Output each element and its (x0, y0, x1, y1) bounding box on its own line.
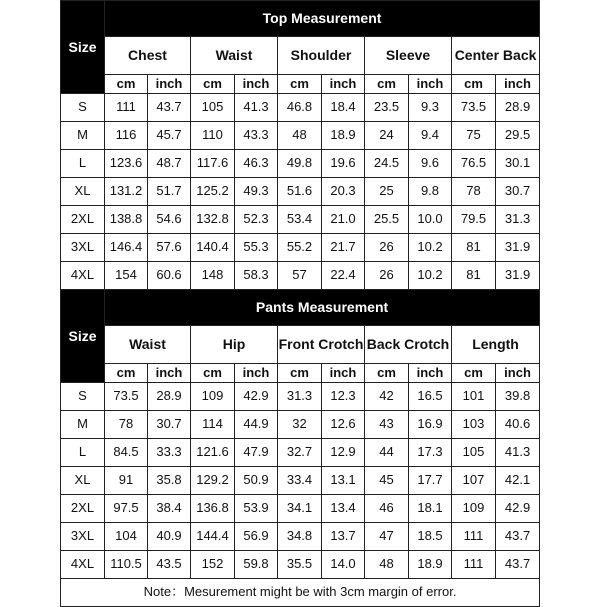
pants-value-cell: 30.7 (148, 411, 191, 439)
pants-value-cell: 12.6 (322, 411, 365, 439)
top-group-header: Shoulder (278, 37, 365, 75)
pants-unit-header: inch (496, 364, 540, 383)
top-group-header: Chest (105, 37, 191, 75)
top-value-cell: 55.3 (235, 234, 278, 262)
top-value-cell: 45.7 (148, 122, 191, 150)
top-unit-header: cm (278, 75, 322, 94)
top-value-cell: 73.5 (452, 94, 496, 122)
top-value-cell: 81 (452, 262, 496, 290)
pants-value-cell: 91 (105, 467, 148, 495)
top-value-cell: 105 (191, 94, 235, 122)
pants-value-cell: 50.9 (235, 467, 278, 495)
top-value-cell: 18.4 (322, 94, 365, 122)
top-unit-header: cm (191, 75, 235, 94)
top-value-cell: 123.6 (105, 150, 148, 178)
top-size-cell: L (61, 150, 105, 178)
pants-value-cell: 101 (452, 383, 496, 411)
pants-value-cell: 42.9 (235, 383, 278, 411)
top-unit-header: inch (322, 75, 365, 94)
pants-value-cell: 103 (452, 411, 496, 439)
pants-value-cell: 31.3 (278, 383, 322, 411)
pants-value-cell: 56.9 (235, 523, 278, 551)
pants-size-cell: L (61, 439, 105, 467)
pants-value-cell: 16.5 (409, 383, 452, 411)
top-size-cell: XL (61, 178, 105, 206)
pants-value-cell: 121.6 (191, 439, 235, 467)
pants-value-cell: 110.5 (105, 551, 148, 579)
pants-group-header: Back Crotch (365, 326, 452, 364)
pants-value-cell: 40.6 (496, 411, 540, 439)
top-value-cell: 117.6 (191, 150, 235, 178)
pants-value-cell: 12.3 (322, 383, 365, 411)
top-value-cell: 9.3 (409, 94, 452, 122)
pants-value-cell: 28.9 (148, 383, 191, 411)
pants-value-cell: 48 (365, 551, 409, 579)
top-unit-header: inch (235, 75, 278, 94)
pants-value-cell: 18.1 (409, 495, 452, 523)
top-value-cell: 19.6 (322, 150, 365, 178)
pants-value-cell: 41.3 (496, 439, 540, 467)
top-value-cell: 9.6 (409, 150, 452, 178)
pants-value-cell: 45 (365, 467, 409, 495)
top-value-cell: 29.5 (496, 122, 540, 150)
top-value-cell: 31.9 (496, 262, 540, 290)
top-size-cell: 4XL (61, 262, 105, 290)
top-value-cell: 55.2 (278, 234, 322, 262)
top-value-cell: 48.7 (148, 150, 191, 178)
note-text: Note：Mesurement might be with 3cm margin of error. (61, 579, 540, 607)
pants-unit-header: inch (322, 364, 365, 383)
pants-value-cell: 42 (365, 383, 409, 411)
top-unit-row (61, 75, 540, 94)
pants-value-cell: 44 (365, 439, 409, 467)
top-value-cell: 53.4 (278, 206, 322, 234)
top-value-cell: 23.5 (365, 94, 409, 122)
top-value-cell: 57.6 (148, 234, 191, 262)
top-value-cell: 24 (365, 122, 409, 150)
pants-unit-header: inch (148, 364, 191, 383)
pants-size-cell: XL (61, 467, 105, 495)
top-value-cell: 24.5 (365, 150, 409, 178)
top-table-row (61, 262, 540, 290)
pants-unit-row (61, 364, 540, 383)
top-value-cell: 30.1 (496, 150, 540, 178)
top-value-cell: 146.4 (105, 234, 148, 262)
pants-value-cell: 144.4 (191, 523, 235, 551)
top-value-cell: 79.5 (452, 206, 496, 234)
pants-value-cell: 13.7 (322, 523, 365, 551)
pants-value-cell: 111 (452, 551, 496, 579)
top-group-header: Center Back (452, 37, 540, 75)
pants-unit-header: cm (452, 364, 496, 383)
pants-table-row (61, 383, 540, 411)
top-value-cell: 58.3 (235, 262, 278, 290)
pants-group-header-row (61, 326, 540, 364)
top-unit-header: inch (496, 75, 540, 94)
top-value-cell: 111 (105, 94, 148, 122)
pants-table-row (61, 411, 540, 439)
pants-value-cell: 97.5 (105, 495, 148, 523)
pants-value-cell: 34.1 (278, 495, 322, 523)
pants-unit-header: inch (409, 364, 452, 383)
pants-value-cell: 84.5 (105, 439, 148, 467)
top-value-cell: 75 (452, 122, 496, 150)
pants-value-cell: 109 (452, 495, 496, 523)
top-size-cell: M (61, 122, 105, 150)
top-value-cell: 52.3 (235, 206, 278, 234)
top-value-cell: 31.3 (496, 206, 540, 234)
pants-value-cell: 12.9 (322, 439, 365, 467)
top-value-cell: 49.8 (278, 150, 322, 178)
pants-size-header: Size (61, 290, 105, 383)
pants-value-cell: 17.7 (409, 467, 452, 495)
top-value-cell: 51.7 (148, 178, 191, 206)
pants-value-cell: 43 (365, 411, 409, 439)
pants-size-cell: M (61, 411, 105, 439)
top-table-row (61, 234, 540, 262)
pants-value-cell: 18.9 (409, 551, 452, 579)
pants-value-cell: 43.7 (496, 551, 540, 579)
top-value-cell: 81 (452, 234, 496, 262)
top-value-cell: 18.9 (322, 122, 365, 150)
pants-value-cell: 107 (452, 467, 496, 495)
top-value-cell: 54.6 (148, 206, 191, 234)
top-value-cell: 21.7 (322, 234, 365, 262)
top-value-cell: 46.8 (278, 94, 322, 122)
top-value-cell: 48 (278, 122, 322, 150)
pants-value-cell: 152 (191, 551, 235, 579)
pants-value-cell: 14.0 (322, 551, 365, 579)
top-value-cell: 43.7 (148, 94, 191, 122)
top-value-cell: 49.3 (235, 178, 278, 206)
pants-value-cell: 32 (278, 411, 322, 439)
pants-table-row (61, 495, 540, 523)
pants-value-cell: 32.7 (278, 439, 322, 467)
top-value-cell: 21.0 (322, 206, 365, 234)
top-value-cell: 9.8 (409, 178, 452, 206)
pants-value-cell: 34.8 (278, 523, 322, 551)
pants-value-cell: 18.5 (409, 523, 452, 551)
top-value-cell: 26 (365, 262, 409, 290)
pants-section-title: Pants Measurement (105, 290, 540, 326)
top-value-cell: 60.6 (148, 262, 191, 290)
top-group-header: Waist (191, 37, 278, 75)
pants-title-row (61, 290, 540, 326)
top-value-cell: 78 (452, 178, 496, 206)
top-value-cell: 30.7 (496, 178, 540, 206)
pants-value-cell: 136.8 (191, 495, 235, 523)
top-value-cell: 10.2 (409, 234, 452, 262)
top-size-cell: 3XL (61, 234, 105, 262)
pants-value-cell: 33.4 (278, 467, 322, 495)
top-value-cell: 41.3 (235, 94, 278, 122)
pants-group-header: Waist (105, 326, 191, 364)
top-group-header: Sleeve (365, 37, 452, 75)
top-value-cell: 140.4 (191, 234, 235, 262)
pants-value-cell: 38.4 (148, 495, 191, 523)
pants-unit-header: cm (105, 364, 148, 383)
pants-value-cell: 47 (365, 523, 409, 551)
top-value-cell: 154 (105, 262, 148, 290)
pants-value-cell: 46 (365, 495, 409, 523)
pants-group-header: Front Crotch (278, 326, 365, 364)
pants-value-cell: 13.4 (322, 495, 365, 523)
pants-value-cell: 42.1 (496, 467, 540, 495)
pants-value-cell: 129.2 (191, 467, 235, 495)
pants-size-cell: 4XL (61, 551, 105, 579)
pants-size-cell: 2XL (61, 495, 105, 523)
top-size-cell: S (61, 94, 105, 122)
top-value-cell: 22.4 (322, 262, 365, 290)
pants-size-cell: 3XL (61, 523, 105, 551)
pants-value-cell: 53.9 (235, 495, 278, 523)
pants-value-cell: 43.7 (496, 523, 540, 551)
pants-value-cell: 44.9 (235, 411, 278, 439)
size-chart-table (60, 0, 540, 607)
pants-unit-header: inch (235, 364, 278, 383)
top-value-cell: 10.2 (409, 262, 452, 290)
pants-table-row (61, 523, 540, 551)
top-value-cell: 76.5 (452, 150, 496, 178)
top-value-cell: 116 (105, 122, 148, 150)
top-title-row (61, 1, 540, 37)
top-value-cell: 43.3 (235, 122, 278, 150)
top-size-header: Size (61, 1, 105, 94)
top-value-cell: 57 (278, 262, 322, 290)
top-value-cell: 28.9 (496, 94, 540, 122)
top-unit-header: inch (148, 75, 191, 94)
top-value-cell: 46.3 (235, 150, 278, 178)
pants-value-cell: 16.9 (409, 411, 452, 439)
pants-value-cell: 17.3 (409, 439, 452, 467)
pants-value-cell: 47.9 (235, 439, 278, 467)
pants-value-cell: 73.5 (105, 383, 148, 411)
pants-value-cell: 33.3 (148, 439, 191, 467)
pants-value-cell: 42.9 (496, 495, 540, 523)
pants-table-row (61, 551, 540, 579)
pants-unit-header: cm (365, 364, 409, 383)
top-value-cell: 132.8 (191, 206, 235, 234)
top-value-cell: 31.9 (496, 234, 540, 262)
top-value-cell: 125.2 (191, 178, 235, 206)
pants-size-cell: S (61, 383, 105, 411)
pants-value-cell: 35.5 (278, 551, 322, 579)
pants-group-header: Hip (191, 326, 278, 364)
pants-table-row (61, 467, 540, 495)
top-value-cell: 148 (191, 262, 235, 290)
top-value-cell: 110 (191, 122, 235, 150)
top-value-cell: 138.8 (105, 206, 148, 234)
top-unit-header: cm (105, 75, 148, 94)
top-size-cell: 2XL (61, 206, 105, 234)
top-value-cell: 131.2 (105, 178, 148, 206)
top-value-cell: 20.3 (322, 178, 365, 206)
note-row (61, 579, 540, 607)
pants-value-cell: 40.9 (148, 523, 191, 551)
pants-unit-header: cm (191, 364, 235, 383)
top-value-cell: 10.0 (409, 206, 452, 234)
pants-group-header: Length (452, 326, 540, 364)
top-unit-header: cm (452, 75, 496, 94)
pants-value-cell: 104 (105, 523, 148, 551)
pants-value-cell: 114 (191, 411, 235, 439)
top-value-cell: 26 (365, 234, 409, 262)
top-table-row (61, 122, 540, 150)
pants-value-cell: 59.8 (235, 551, 278, 579)
top-value-cell: 25 (365, 178, 409, 206)
pants-value-cell: 109 (191, 383, 235, 411)
top-table-row (61, 178, 540, 206)
top-section-title: Top Measurement (105, 1, 540, 37)
top-table-row (61, 150, 540, 178)
top-unit-header: cm (365, 75, 409, 94)
top-unit-header: inch (409, 75, 452, 94)
top-group-header-row (61, 37, 540, 75)
top-value-cell: 51.6 (278, 178, 322, 206)
pants-value-cell: 111 (452, 523, 496, 551)
pants-value-cell: 78 (105, 411, 148, 439)
pants-unit-header: cm (278, 364, 322, 383)
top-table-row (61, 206, 540, 234)
top-table-row (61, 94, 540, 122)
pants-value-cell: 39.8 (496, 383, 540, 411)
pants-value-cell: 13.1 (322, 467, 365, 495)
pants-value-cell: 105 (452, 439, 496, 467)
pants-value-cell: 35.8 (148, 467, 191, 495)
pants-table-row (61, 439, 540, 467)
pants-value-cell: 43.5 (148, 551, 191, 579)
top-value-cell: 25.5 (365, 206, 409, 234)
top-value-cell: 9.4 (409, 122, 452, 150)
